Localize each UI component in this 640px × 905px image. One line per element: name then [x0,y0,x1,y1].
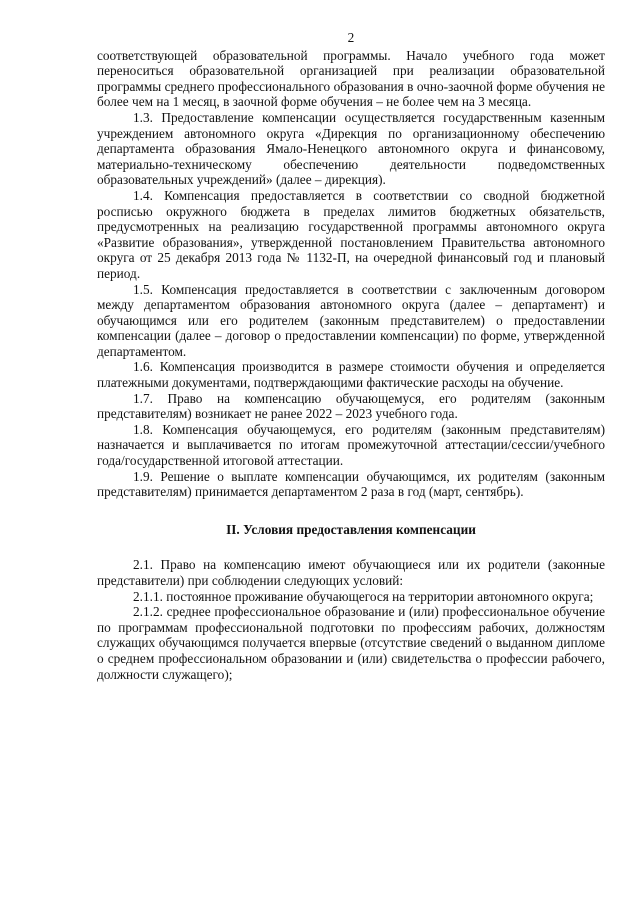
paragraph-1-8: 1.8. Компенсация обучающемуся, его родителям (законным представителям) назначается и выплачивается по итогам промежуточной аттестации/сессии/учебного года/государственной итоговой аттестации. [97,421,605,469]
paragraph-2-1-2: 2.1.2. среднее профессиональное образование и (или) профессиональное обучение по программам профессиональной подготовки по профессиям рабочих, должностям служащих обучающимся получается впервые (отсутствие сведений о выданном дипломе о среднем профессиональном образовании и (или) свидетельства о профессии рабочего, должности служащего); [97,604,605,682]
document-page [97,30,605,682]
paragraph-1-4: 1.4. Компенсация предоставляется в соответствии со сводной бюджетной росписью окружного бюджета в пределах лимитов бюджетных обязательств, предусмотренных на реализацию государственной программы автономного округа «Развитие образования», утвержденной постановлением Правительства автономного округа от 25 декабря 2013 года № 1132-П, на очередной финансовый год и плановый период. [97,187,605,281]
section-heading: II. Условия предоставления компенсации [226,521,476,537]
paragraph-1-6: 1.6. Компенсация производится в размере стоимости обучения и определяется платежными документами, подтверждающими фактические расходы на обучение. [97,359,605,391]
paragraph-2-1-1: 2.1.1. постоянное проживание обучающегося на территории автономного округа; [133,588,594,604]
paragraph-1-5: 1.5. Компенсация предоставляется в соответствии с заключенным договором между департаментом образования автономного округа (далее – департамент) и обучающимся или его родителем (законным представителем) о предоставлении компенсации (далее – договор о предоставлении компенсации) по форме, утвержденной департаментом. [97,281,605,359]
paragraph-1-9: 1.9. Решение о выплате компенсации обучающимся, их родителям (законным представителям) принимается департаментом 2 раза в год (март, сентябрь). [97,468,605,500]
paragraph-1-7: 1.7. Право на компенсацию обучающемуся, его родителям (законным представителям) возникает не ранее 2022 – 2023 учебного года. [97,390,605,422]
paragraph-1-3: 1.3. Предоставление компенсации осуществляется государственным казенным учреждением автономного округа «Дирекция по организационному обеспечению департамента образования Ямало-Ненецкого автономного округа и финансовому, материально-техническому обеспечению деятельности подведомственных образовательных учреждений» (далее – дирекция). [97,109,605,188]
paragraph-2-1: 2.1. Право на компенсацию имеют обучающиеся или их родители (законные представители) при соблюдении следующих условий: [97,557,605,588]
paragraph-continuation: соответствующей образовательной программы. Начало учебного года может переноситься образовательной организацией при реализации образовательной программы среднего профессионального образования в очно-заочной форме обучения не более чем на 1 месяц, в заочной форме обучения – не более чем на 3 месяца. [97,47,605,110]
page-number: 2 [347,30,355,45]
